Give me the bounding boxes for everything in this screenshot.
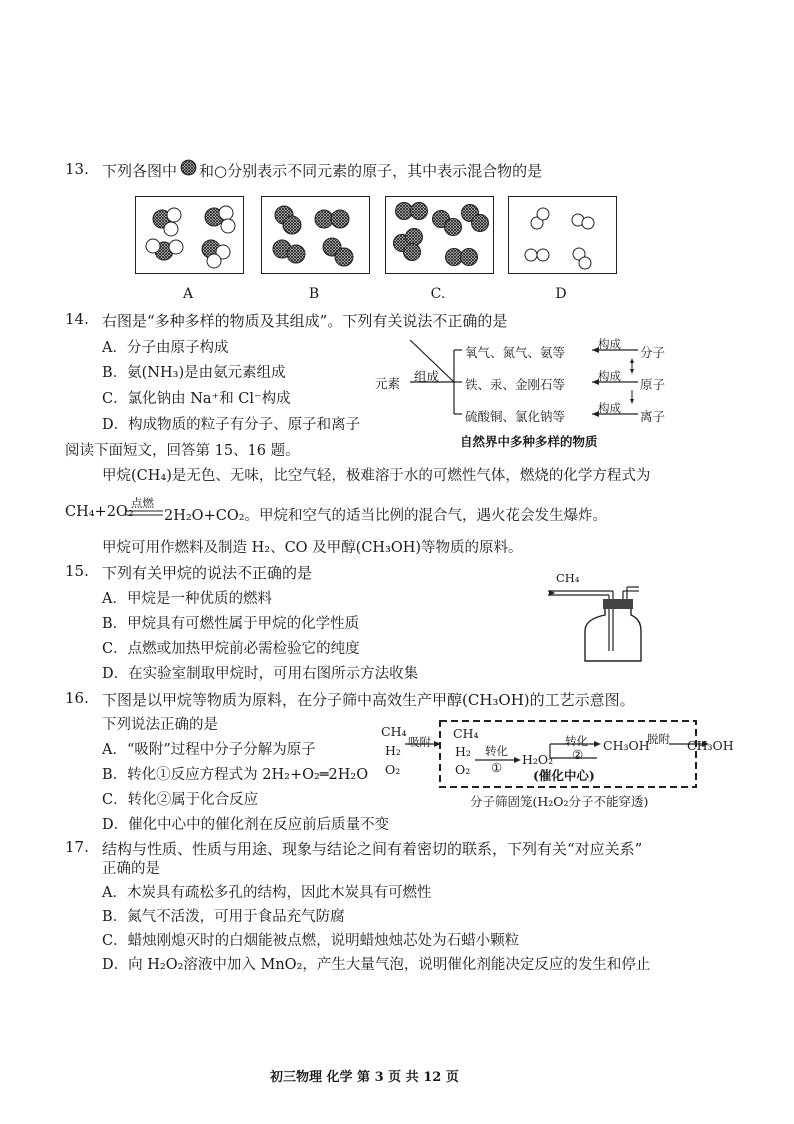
q14-diagram-element: 元素 bbox=[375, 376, 401, 391]
q16-diagram-adsorb: 吸附 bbox=[408, 735, 431, 749]
q16-stem-2: 下列说法正确的是 bbox=[102, 717, 218, 733]
q13-label-c: C. bbox=[430, 286, 446, 302]
gas-collection-bottle-icon bbox=[545, 583, 645, 663]
q13-stem-b: 和○分别表示不同元素的原子，其中表示混合物的是 bbox=[199, 162, 543, 180]
passage-eq-left: CH₄+2O₂ bbox=[65, 504, 134, 520]
q16-diagram-cage: 分子筛固笼(H₂O₂分子不能穿透) bbox=[470, 794, 649, 809]
q17-option-b: B．氮气不活泼，可用于食品充气防腐 bbox=[102, 909, 345, 925]
q16-diagram-conv1: 转化 bbox=[485, 744, 508, 758]
q16-option-c: C．转化②属于化合反应 bbox=[102, 792, 259, 808]
q17-option-d: D．向 H₂O₂溶液中加入 MnO₂，产生大量气泡，说明催化剂能决定反应的发生和停止 bbox=[102, 957, 651, 973]
q15-stem: 下列有关甲烷的说法不正确的是 bbox=[102, 564, 313, 582]
molecule-diagram-c bbox=[386, 197, 493, 273]
q16-option-b: B．转化①反应方程式为 2H₂+O₂═2H₂O bbox=[102, 767, 369, 783]
q14-diagram-row3: 硫酸铜、氯化钠等 bbox=[465, 409, 566, 424]
passage-eq-right: 2H₂O+CO₂。甲烷和空气的适当比例的混合气，遇火花会发生爆炸。 bbox=[164, 508, 608, 524]
molecule-diagram-d bbox=[509, 197, 616, 273]
q13-label-d: D bbox=[555, 286, 567, 302]
q15-option-a: A．甲烷是一种优质的燃料 bbox=[102, 591, 272, 607]
q15-number: 15. bbox=[65, 562, 89, 580]
q16-diagram-b2: H₂ bbox=[455, 744, 471, 759]
q13-number: 13. bbox=[65, 160, 89, 178]
q14-diagram-row2: 铁、汞、金刚石等 bbox=[465, 377, 566, 392]
q16-diagram-out: CH₃OH bbox=[687, 738, 734, 753]
q13-box-b bbox=[261, 196, 370, 274]
molecule-diagram-a bbox=[136, 197, 243, 273]
molecule-diagram-b bbox=[262, 197, 369, 273]
q14-diagram-compose: 组成 bbox=[414, 369, 440, 384]
q16-diagram-conv2: 转化 bbox=[565, 734, 588, 748]
q14-diagram-construct-2: 构成 bbox=[598, 369, 621, 383]
passage-p1: 甲烷(CH₄)是无色、无味，比空气轻，极难溶于水的可燃性气体，燃烧的化学方程式为 bbox=[102, 468, 651, 484]
q13-stem-a: 下列各图中 bbox=[102, 162, 178, 180]
q14-diagram-molecule: 分子 bbox=[640, 345, 666, 360]
q16-number: 16. bbox=[65, 689, 89, 707]
q16-diagram-in1: CH₄ bbox=[381, 724, 407, 739]
q14-option-b: B．氨(NH₃)是由氨元素组成 bbox=[102, 365, 286, 381]
q16-diagram-in3: O₂ bbox=[385, 762, 401, 777]
q14-stem: 右图是“多种多样的物质及其组成”。下列有关说法不正确的是 bbox=[102, 312, 508, 330]
q16-option-a: A．“吸附”过程中分子分解为原子 bbox=[102, 742, 316, 758]
q14-diagram-atom: 原子 bbox=[640, 377, 666, 392]
q16-diagram-center: (催化中心) bbox=[533, 768, 595, 783]
q16-option-d: D．催化中心中的催化剂在反应前后质量不变 bbox=[102, 817, 390, 833]
q17-number: 17. bbox=[65, 838, 89, 856]
equation-equals-sign bbox=[125, 510, 163, 516]
q14-option-c: C．氯化钠由 Na⁺和 Cl⁻构成 bbox=[102, 391, 291, 407]
q15-option-c: C．点燃或加热甲烷前必需检验它的纯度 bbox=[102, 641, 360, 657]
q17-option-c: C．蜡烛刚熄灭时的白烟能被点燃，说明蜡烛烛芯处为石蜡小颗粒 bbox=[102, 933, 520, 949]
q16-diagram-b3: O₂ bbox=[455, 762, 471, 777]
q15-option-d: D．在实验室制取甲烷时，可用右图所示方法收集 bbox=[102, 666, 419, 682]
q14-number: 14. bbox=[65, 310, 89, 328]
q14-diagram-construct-1: 构成 bbox=[598, 337, 621, 351]
q16-diagram-in2: H₂ bbox=[385, 743, 401, 758]
q15-option-b: B．甲烷具有可燃性属于甲烷的化学性质 bbox=[102, 616, 360, 632]
passage-p2: 甲烷可用作燃料及制造 H₂、CO 及甲醇(CH₃OH)等物质的原料。 bbox=[102, 540, 523, 556]
q13-label-a: A bbox=[182, 286, 194, 302]
q13-box-a bbox=[135, 196, 244, 274]
q14-diagram-ion: 离子 bbox=[640, 409, 666, 424]
q14-option-d: D．构成物质的粒子有分子、原子和离子 bbox=[102, 417, 361, 433]
q17-option-a: A．木炭具有疏松多孔的结构，因此木炭具有可燃性 bbox=[102, 885, 432, 901]
q13-box-c bbox=[385, 196, 494, 274]
q13-label-b: B bbox=[308, 286, 320, 302]
q14-diagram-construct-3: 构成 bbox=[598, 401, 621, 415]
page-footer: 初三物理 化学 第 3 页 共 12 页 bbox=[270, 1070, 459, 1085]
q17-stem-2: 正确的是 bbox=[102, 861, 160, 877]
passage-intro: 阅读下面短文，回答第 15、16 题。 bbox=[65, 443, 300, 459]
q16-diagram-circle1: ① bbox=[491, 760, 503, 775]
q16-stem: 下图是以甲烷等物质为原料，在分子筛中高效生产甲醇(CH₃OH)的工艺示意图。 bbox=[102, 691, 635, 709]
q14-diagram-row1: 氧气、氮气、氨等 bbox=[465, 345, 566, 360]
q14-option-a: A．分子由原子构成 bbox=[102, 340, 229, 356]
passage-eq-condition: 点燃 bbox=[131, 496, 154, 510]
q14-diagram-caption: 自然界中多种多样的物质 bbox=[460, 434, 598, 449]
q16-diagram-desorb: 脱附 bbox=[647, 732, 670, 746]
q16-diagram-ch3oh-inner: CH₃OH bbox=[603, 738, 650, 753]
q16-diagram-b1: CH₄ bbox=[453, 726, 479, 741]
q16-diagram-h2o2: H₂O₂ bbox=[522, 752, 554, 767]
q13-box-d bbox=[508, 196, 617, 274]
q16-diagram-circle2: ② bbox=[572, 747, 584, 762]
q15-gas-label: CH₄ bbox=[556, 571, 580, 585]
q17-stem: 结构与性质、性质与用途、现象与结论之间有着密切的联系，下列有关“对应关系” bbox=[102, 840, 643, 858]
hatched-atom-icon bbox=[180, 159, 197, 176]
